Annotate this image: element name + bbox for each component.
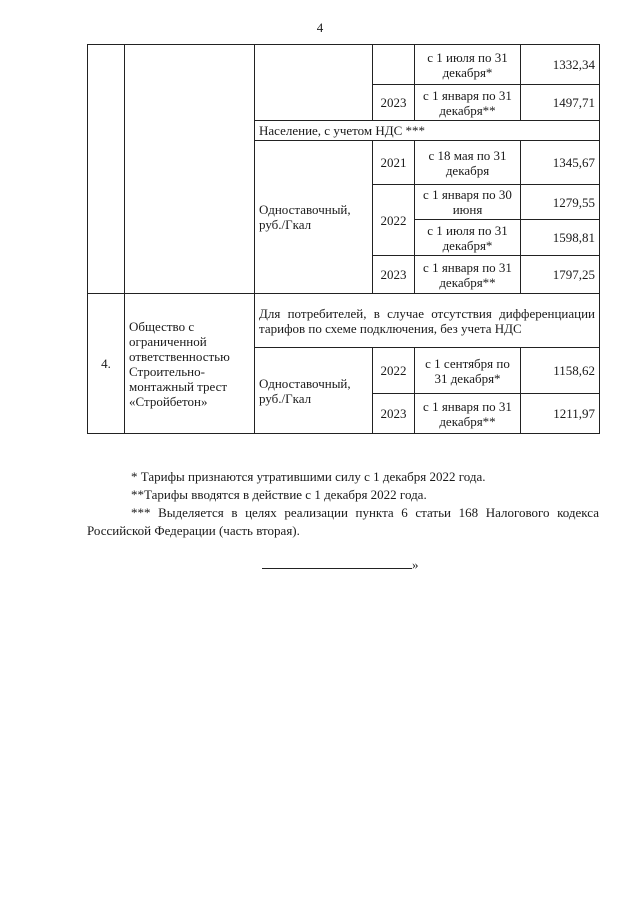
tariff-value-cell: 1345,67	[521, 141, 600, 185]
unit-cell	[255, 45, 373, 121]
closing-line	[262, 556, 419, 573]
period-cell: с 1 января по 30 июня	[415, 185, 521, 220]
footnote-2: **Тарифы вводятся в действие с 1 декабря 2022 года.	[131, 487, 427, 502]
tariff-value-cell: 1158,62	[521, 348, 600, 394]
tariff-table	[87, 44, 600, 434]
consumer-category-heading: Для потребителей, в случае отсутствия дифференциации тарифов по схеме подключения, без учета НДС	[255, 294, 600, 348]
tariff-value-cell: 1598,81	[521, 220, 600, 256]
period-cell: с 1 января по 31 декабря**	[415, 85, 521, 121]
period-cell: с 1 января по 31 декабря**	[415, 256, 521, 294]
tariff-value-cell: 1497,71	[521, 85, 600, 121]
period-cell: с 1 июля по 31 декабря*	[415, 45, 521, 85]
footnotes	[87, 468, 599, 540]
year-cell: 2023	[373, 256, 415, 294]
section-row	[88, 294, 600, 348]
tariff-value-cell: 1211,97	[521, 394, 600, 434]
year-cell	[373, 45, 415, 85]
year-cell: 2021	[373, 141, 415, 185]
tariff-value-cell: 1797,25	[521, 256, 600, 294]
footnote-3: *** Выделяется в целях реализации пункта 6 статьи 168 Налогового кодекса Российской Федерации (часть вторая).	[87, 505, 599, 538]
unit-cell: Одноставочный, руб./Гкал	[255, 141, 373, 294]
year-cell: 2023	[373, 394, 415, 434]
period-cell: с 1 сентября по 31 декабря*	[415, 348, 521, 394]
organization-cell	[125, 45, 255, 294]
closing-quote-mark: »	[412, 557, 419, 572]
row-number-cell	[88, 45, 125, 294]
row-number-cell: 4.	[88, 294, 125, 434]
page-number: 4	[316, 20, 324, 35]
period-cell: с 1 июля по 31 декабря*	[415, 220, 521, 256]
year-cell: 2023	[373, 85, 415, 121]
period-cell: с 18 мая по 31 декабря	[415, 141, 521, 185]
organization-cell: Общество с ограниченной ответственностью Строительно-монтажный трест «Стройбетон»	[125, 294, 255, 434]
tariff-value-cell: 1279,55	[521, 185, 600, 220]
tariff-value-cell: 1332,34	[521, 45, 600, 85]
year-cell: 2022	[373, 185, 415, 256]
year-cell: 2022	[373, 348, 415, 394]
footnote-1: * Тарифы признаются утратившими силу с 1 декабря 2022 года.	[131, 469, 486, 484]
period-cell: с 1 января по 31 декабря**	[415, 394, 521, 434]
unit-cell: Одноставочный, руб./Гкал	[255, 348, 373, 434]
signature-rule	[262, 556, 412, 569]
table-row	[88, 45, 600, 85]
consumer-category-heading: Население, с учетом НДС ***	[255, 121, 600, 141]
